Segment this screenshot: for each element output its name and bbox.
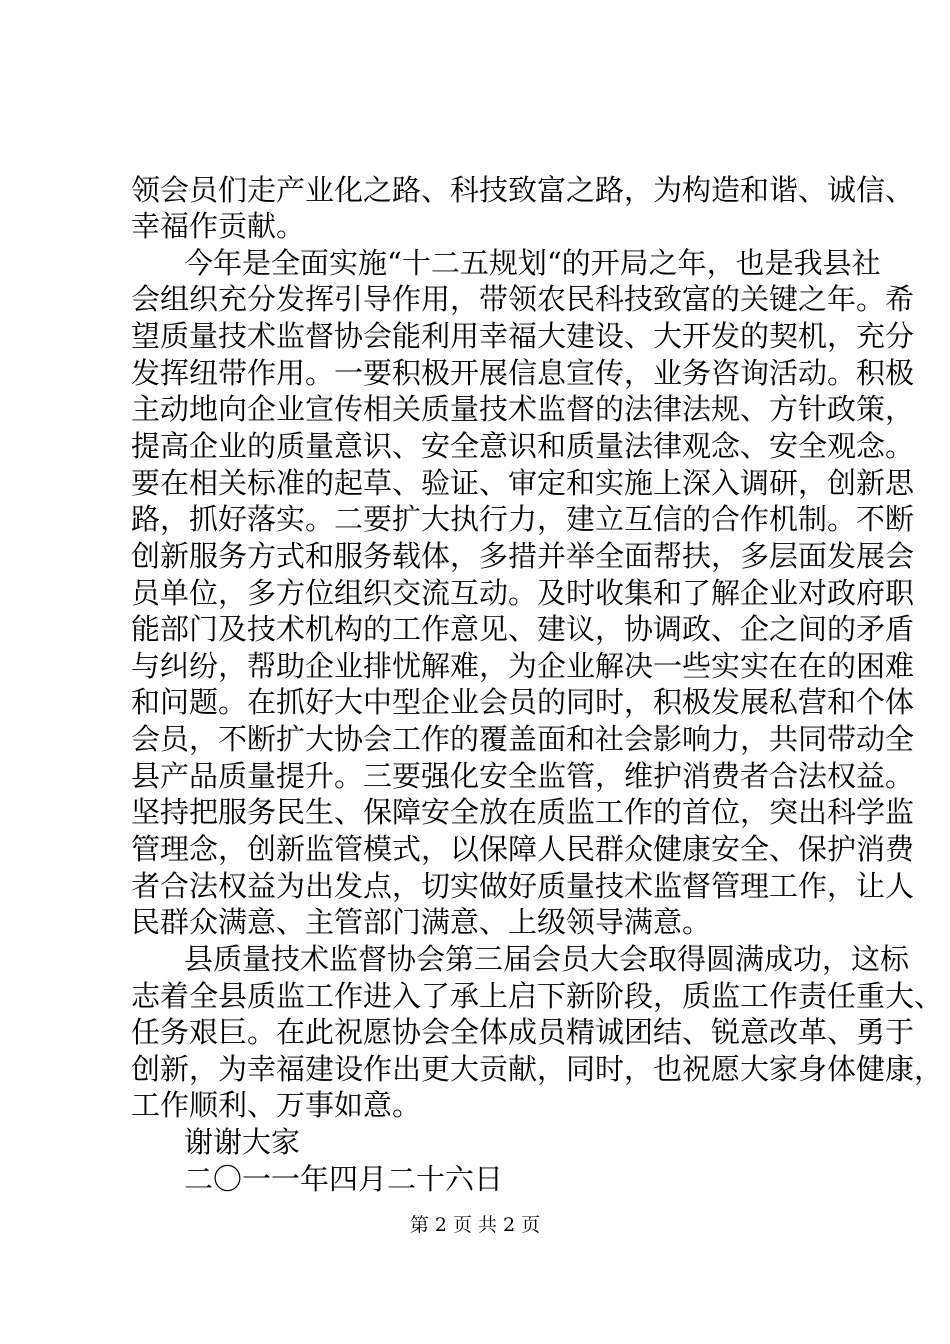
text-line: 能部门及技术机构的工作意见、建议，协调政、企之间的矛盾 xyxy=(131,612,915,646)
page-number-footer: 第 2 页 共 2 页 xyxy=(409,1214,541,1236)
text-line: 管理念，创新监管模式，以保障人民群众健康安全、保护消费 xyxy=(131,832,915,866)
document-date: 二〇一一年四月二十六日 xyxy=(184,1162,504,1196)
text-line: 发挥纽带作用。一要积极开展信息宣传，业务咨询活动。积极 xyxy=(131,356,915,390)
text-line: 要在相关标准的起草、验证、审定和实施上深入调研，创新思 xyxy=(131,466,915,500)
paragraph-first-line: 县质量技术监督协会第三届会员大会取得圆满成功，这标 xyxy=(184,942,910,976)
text-line: 幸福作贡献。 xyxy=(131,209,306,243)
text-line: 与纠纷，帮助企业排忧解难，为企业解决一些实实在在的困难 xyxy=(131,649,915,683)
text-line: 主动地向企业宣传相关质量技术监督的法律法规、方针政策， xyxy=(131,392,915,426)
text-line: 和问题。在抓好大中型企业会员的同时，积极发展私营和个体 xyxy=(131,685,915,719)
text-line: 会组织充分发挥引导作用，带领农民科技致富的关键之年。希 xyxy=(131,282,915,316)
text-line: 工作顺利、万事如意。 xyxy=(131,1088,422,1122)
text-line: 员单位，多方位组织交流互动。及时收集和了解企业对政府职 xyxy=(131,576,915,610)
text-line: 坚持把服务民生、保障安全放在质监工作的首位，突出科学监 xyxy=(131,795,915,829)
text-line: 领会员们走产业化之路、科技致富之路，为构造和谐、诚信、 xyxy=(131,173,915,207)
text-line: 志着全县质监工作进入了承上启下新阶段，质监工作责任重大、 xyxy=(131,979,944,1013)
paragraph-first-line: 今年是全面实施“十二五规划“的开局之年，也是我县社 xyxy=(184,246,881,280)
text-line: 创新，为幸福建设作出更大贡献，同时，也祝愿大家身体健康， xyxy=(131,1052,944,1086)
closing-thanks: 谢谢大家 xyxy=(184,1125,301,1159)
text-line: 会员，不断扩大协会工作的覆盖面和社会影响力，共同带动全 xyxy=(131,722,915,756)
text-line: 者合法权益为出发点，切实做好质量技术监督管理工作，让人 xyxy=(131,869,915,903)
text-line: 民群众满意、主管部门满意、上级领导满意。 xyxy=(131,905,712,939)
text-line: 提高企业的质量意识、安全意识和质量法律观念、安全观念。 xyxy=(131,429,915,463)
text-line: 任务艰巨。在此祝愿协会全体成员精诚团结、锐意改革、勇于 xyxy=(131,1015,915,1049)
text-line: 县产品质量提升。三要强化安全监管，维护消费者合法权益。 xyxy=(131,759,915,793)
text-line: 望质量技术监督协会能利用幸福大建设、大开发的契机，充分 xyxy=(131,319,915,353)
text-line: 路，抓好落实。二要扩大执行力，建立互信的合作机制。不断 xyxy=(131,502,915,536)
text-line: 创新服务方式和服务载体，多措并举全面帮扶，多层面发展会 xyxy=(131,539,915,573)
